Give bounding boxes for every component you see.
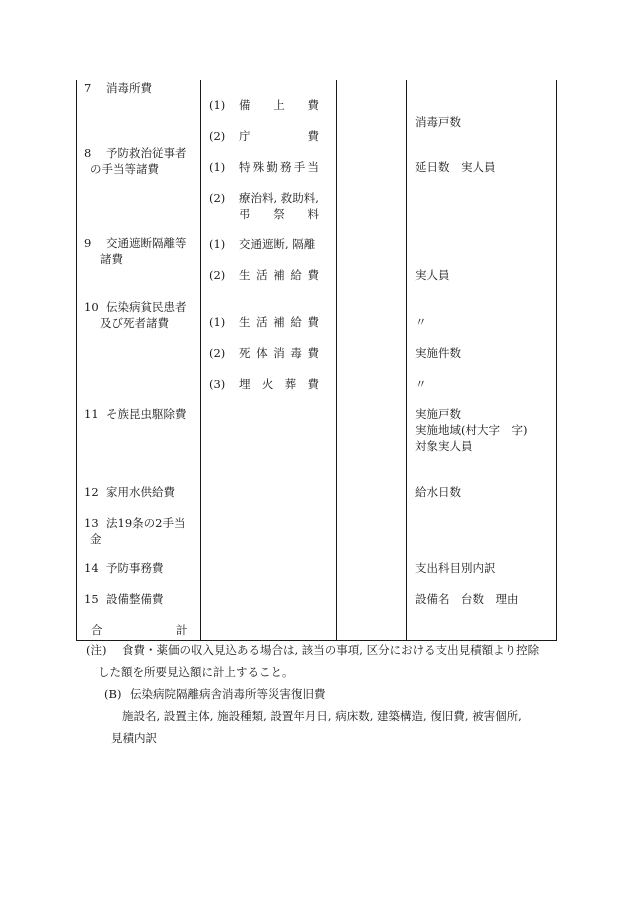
remark-implemented-households: 実施戸数 bbox=[415, 407, 461, 421]
remark-expenditure-breakdown: 支出科目別内訳 bbox=[415, 561, 496, 575]
table-column-divider-3 bbox=[406, 80, 407, 640]
total-label-left: 合 bbox=[91, 623, 103, 637]
item-13-continued: 金 bbox=[90, 532, 102, 546]
subitem-treatment-fees-continued: 弔祭料 bbox=[239, 207, 319, 221]
item-12: 12 家用水供給費 bbox=[84, 485, 175, 499]
subitem-special-allowance: (1) 特殊勤務手当 bbox=[209, 160, 319, 174]
section-b-line-2: 見積内訳 bbox=[111, 731, 157, 745]
subitem-office-expenses: (2) 庁費 bbox=[209, 129, 319, 143]
remark-actual-persons: 実人員 bbox=[415, 268, 450, 282]
subitem-supplies: (1) 備上費 bbox=[209, 98, 319, 112]
subitem-living-supplement-a: (2) 生活補給費 bbox=[209, 268, 319, 282]
subitem-living-supplement-b: (1) 生活補給費 bbox=[209, 315, 319, 329]
subitem-corpse-disinfection: (2) 死体消毒費 bbox=[209, 346, 319, 360]
item-8-continued: の手当等諸費 bbox=[90, 162, 159, 176]
item-10-continued: 及び死者諸費 bbox=[100, 316, 169, 330]
item-11: 11 そ族昆虫駆除費 bbox=[84, 407, 187, 421]
table-border-right bbox=[556, 80, 557, 640]
remark-ditto-2: 〃 bbox=[415, 377, 427, 391]
remark-disinfected-households: 消毒戸数 bbox=[415, 115, 461, 129]
remark-water-supply-days: 給水日数 bbox=[415, 485, 461, 499]
item-7: 7 消毒所費 bbox=[84, 81, 152, 95]
item-10: 10 伝染病貧民患者 bbox=[84, 300, 187, 314]
remark-implemented-cases: 実施件数 bbox=[415, 346, 461, 360]
table-column-divider-2 bbox=[336, 80, 337, 640]
section-b-heading: (B) 伝染病院隔離病舎消毒所等災害復旧費 bbox=[104, 687, 326, 701]
item-13: 13 法19条の2手当 bbox=[84, 516, 186, 530]
remark-days-persons: 延日数 実人員 bbox=[415, 160, 496, 174]
subitem-burial-cremation: (3) 埋火葬費 bbox=[209, 377, 319, 391]
item-8: 8 予防救治従事者 bbox=[84, 146, 187, 160]
remark-equipment-reason: 設備名 台数 理由 bbox=[415, 592, 519, 606]
remark-ditto-1: 〃 bbox=[415, 315, 427, 329]
item-15: 15 設備整備費 bbox=[84, 592, 164, 606]
item-9-continued: 諸費 bbox=[100, 252, 123, 266]
table-border-left bbox=[76, 80, 77, 640]
section-b-line-1: 施設名, 設置主体, 施設種類, 設置年月日, 病床数, 建築構造, 復旧費, 被害個所, bbox=[122, 709, 522, 723]
remark-implemented-area: 実施地域(村大字 字) bbox=[415, 423, 528, 437]
item-9: 9 交通遮断隔離等 bbox=[84, 236, 187, 250]
note-line-2: した額を所要見込額に計上すること。 bbox=[98, 665, 294, 679]
subitem-traffic-isolation: (1) 交通遮断, 隔離 bbox=[209, 237, 316, 251]
total-label-right: 計 bbox=[176, 623, 188, 637]
subitem-treatment-fees: (2) 療治料, 救助料, bbox=[209, 191, 319, 205]
table-column-divider-1 bbox=[200, 80, 201, 640]
remark-target-persons: 対象実人員 bbox=[415, 439, 473, 453]
item-14: 14 予防事務費 bbox=[84, 561, 164, 575]
note-line-1: (注) 食費・薬価の収入見込ある場合は, 該当の事項, 区分における支出見積額より控除 bbox=[86, 643, 540, 657]
